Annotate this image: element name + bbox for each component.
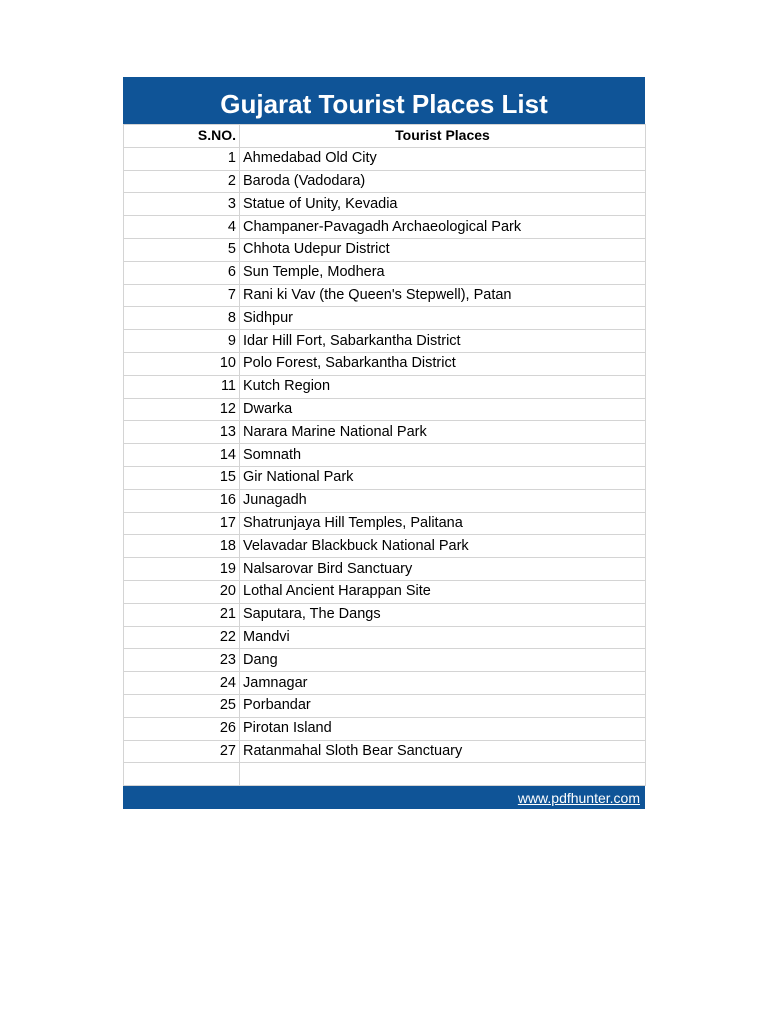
table-row	[124, 398, 646, 421]
row-sno-cell: 27	[124, 740, 240, 763]
table-row	[124, 375, 646, 398]
row-place-cell: Champaner-Pavagadh Archaeological Park	[240, 216, 646, 239]
row-place-cell: Ratanmahal Sloth Bear Sanctuary	[240, 740, 646, 763]
row-sno-cell: 4	[124, 216, 240, 239]
table-row	[124, 352, 646, 375]
row-sno-cell: 8	[124, 307, 240, 330]
row-place-cell: Polo Forest, Sabarkantha District	[240, 352, 646, 375]
table-row	[124, 307, 646, 330]
table-row	[124, 626, 646, 649]
row-place-cell: Statue of Unity, Kevadia	[240, 193, 646, 216]
row-sno-cell: 2	[124, 170, 240, 193]
table-row	[124, 466, 646, 489]
row-sno-cell: 10	[124, 352, 240, 375]
row-sno-cell: 21	[124, 603, 240, 626]
table-row	[124, 284, 646, 307]
row-place-cell: Dang	[240, 649, 646, 672]
row-sno-cell: 7	[124, 284, 240, 307]
row-place-cell: Junagadh	[240, 489, 646, 512]
row-sno-cell: 11	[124, 375, 240, 398]
row-place-cell: Nalsarovar Bird Sanctuary	[240, 558, 646, 581]
row-sno-cell: 23	[124, 649, 240, 672]
row-sno-cell: 12	[124, 398, 240, 421]
table-row	[124, 558, 646, 581]
row-sno-cell: 15	[124, 466, 240, 489]
table-row	[124, 580, 646, 603]
page-title: Gujarat Tourist Places List	[123, 77, 645, 124]
row-sno-cell: 19	[124, 558, 240, 581]
row-place-cell: Gir National Park	[240, 466, 646, 489]
row-place-cell: Sidhpur	[240, 307, 646, 330]
row-place-cell: Chhota Udepur District	[240, 238, 646, 261]
row-place-cell: Narara Marine National Park	[240, 421, 646, 444]
row-place-cell: Saputara, The Dangs	[240, 603, 646, 626]
table-row	[124, 740, 646, 763]
table-row	[124, 649, 646, 672]
row-sno-cell: 16	[124, 489, 240, 512]
row-place-cell: Jamnagar	[240, 672, 646, 695]
table-body	[124, 147, 646, 785]
table-row	[124, 147, 646, 170]
row-sno-cell: 25	[124, 694, 240, 717]
row-place-cell: Baroda (Vadodara)	[240, 170, 646, 193]
table-row	[124, 193, 646, 216]
row-place-cell	[240, 763, 646, 786]
row-sno-cell: 26	[124, 717, 240, 740]
row-place-cell: Rani ki Vav (the Queen's Stepwell), Patan	[240, 284, 646, 307]
column-header-sno: S.NO.	[124, 125, 240, 148]
row-sno-cell: 18	[124, 535, 240, 558]
row-place-cell: Shatrunjaya Hill Temples, Palitana	[240, 512, 646, 535]
table-row	[124, 717, 646, 740]
row-sno-cell: 13	[124, 421, 240, 444]
table-row	[124, 330, 646, 353]
row-sno-cell: 20	[124, 580, 240, 603]
row-place-cell: Porbandar	[240, 694, 646, 717]
table-row	[124, 216, 646, 239]
row-sno-cell: 5	[124, 238, 240, 261]
table-row	[124, 694, 646, 717]
row-sno-cell: 1	[124, 147, 240, 170]
table-row	[124, 170, 646, 193]
row-sno-cell: 17	[124, 512, 240, 535]
row-place-cell: Idar Hill Fort, Sabarkantha District	[240, 330, 646, 353]
row-place-cell: Mandvi	[240, 626, 646, 649]
row-sno-cell: 14	[124, 444, 240, 467]
table-row	[124, 238, 646, 261]
row-sno-cell: 24	[124, 672, 240, 695]
row-sno-cell: 9	[124, 330, 240, 353]
row-sno-cell	[124, 763, 240, 786]
row-sno-cell: 3	[124, 193, 240, 216]
table-row	[124, 512, 646, 535]
table-row	[124, 603, 646, 626]
website-link[interactable]: www.pdfhunter.com	[517, 790, 640, 807]
table-row	[124, 672, 646, 695]
table-row	[124, 421, 646, 444]
row-place-cell: Ahmedabad Old City	[240, 147, 646, 170]
column-header-place: Tourist Places	[240, 125, 646, 148]
tourist-places-table	[123, 124, 646, 786]
table-row	[124, 489, 646, 512]
tourist-places-sheet	[123, 77, 645, 809]
row-sno-cell: 6	[124, 261, 240, 284]
table-row	[124, 261, 646, 284]
table-row	[124, 535, 646, 558]
row-sno-cell: 22	[124, 626, 240, 649]
table-header-row	[124, 125, 646, 148]
row-place-cell: Pirotan Island	[240, 717, 646, 740]
table-row	[124, 444, 646, 467]
row-place-cell: Lothal Ancient Harappan Site	[240, 580, 646, 603]
footer-bar	[123, 786, 645, 809]
table-row	[124, 763, 646, 786]
row-place-cell: Somnath	[240, 444, 646, 467]
row-place-cell: Dwarka	[240, 398, 646, 421]
row-place-cell: Velavadar Blackbuck National Park	[240, 535, 646, 558]
row-place-cell: Kutch Region	[240, 375, 646, 398]
row-place-cell: Sun Temple, Modhera	[240, 261, 646, 284]
